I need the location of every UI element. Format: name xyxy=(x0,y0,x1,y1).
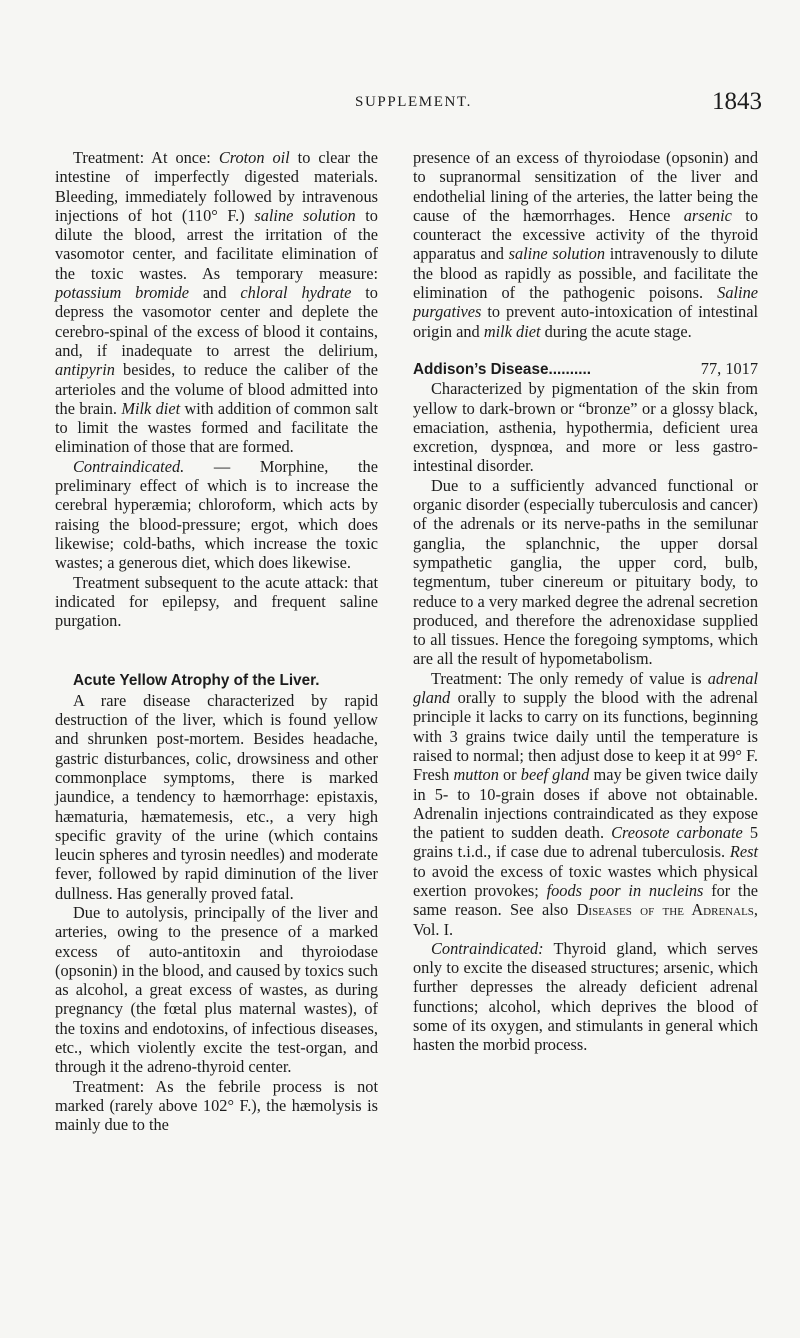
leader-dots: .......... xyxy=(548,360,591,378)
paragraph-subsequent-treatment: Treatment subsequent to the acute attack: that indicated for epilepsy, and frequent saline purgation. xyxy=(55,572,378,631)
paragraph-characterized: Characterized by pigmentation of the skin from yellow to dark-brown or “bronze” or a glossy black, emaciation, asthenia, hypothermia, deficient urea excretion, dyspnœa, and more or less gastro-intestinal disorder. xyxy=(413,379,758,476)
page-references: 77, 1017 xyxy=(700,358,758,378)
paragraph-croton-oil-treatment: Treatment: At once: Croton oil to clear the intestine of imperfectly digested materials. Bleeding, immediately followed by intravenous injections of hot (110° F.) saline solution to dilute the blood, arrest the irritation of the vasomotor center, and facilitate elimination of the toxic wastes. As temporary measure: potassium bromide and chloral hydrate to depress the vasomotor center and deplete the cerebro-spinal of the excess of blood it contains, and, if inadequate to arrest the delirium, antipyrin besides, to reduce the caliber of the arterioles and the volume of blood admitted into the brain. Milk diet with addition of common salt to limit the wastes formed and facilitate the elimination of those that are formed. xyxy=(55,148,379,457)
page-number: 1843 xyxy=(712,88,762,115)
paragraph-autolysis: Due to autolysis, principally of the liver and arteries, owing to the presence of a marked excess of auto-antitoxin and thyroiodase (opsonin) in the blood, and caused by toxics such as alcohol, a great excess of wastes, as during pregnancy (the fœtal plus maternal wastes), of the toxins and endotoxins, of infectious diseases, etc., which violently excite the test-organ, and through it the adreno-thyroid center. xyxy=(55,902,378,1077)
left-column xyxy=(55,148,378,1135)
paragraph-description: A rare disease characterized by rapid destruction of the liver, which is found yellow and shrunken post-mortem. Besides headache, gastric disturbances, colic, drowsiness and other commonplace symptoms, there is marked jaundice, a tendency to hæmorrhage: epistaxis, hæmaturia, hæmatemesis, etc., a very high specific gravity of the urine (which contains leucin spheres and tyrosin needles) and moderate fever, followed by rapid diminution of the liver dullness. Has generally proved fatal. xyxy=(55,690,378,903)
section-heading-acute-yellow-atrophy: Acute Yellow Atrophy of the Liver. xyxy=(73,672,320,690)
paragraph-due-to: Due to a sufficiently advanced functional or organic disorder (especially tuberculosis and cancer) of the adrenals or its nerve-paths in the semilunar ganglia, the splanchnic, the upper dorsal sympathetic ganglia, the upper cord, bulb, tegmentum, tuber cinereum or pituitary body, to reduce to a very marked degree the adrenal secretion produced, and therefore the adrenoxidase supplied to all tissues. Hence the foregoing symptoms, which are all the result of hypometabolism. xyxy=(413,475,758,669)
paragraph-continuation: presence of an excess of thyroiodase (opsonin) and to supranormal sensitization of the liver and endothelial lining of the arteries, the latter being the cause of the hæmorrhages. Hence arsenic to counteract the excessive activity of the thyroid apparatus and saline solution intravenously to dilute the blood as rapidly as possible, and facilitate the elimination of the pathogenic poisons. Saline purgatives to prevent auto-intoxication of intestinal origin and milk diet during the acute stage. xyxy=(413,148,758,341)
section-heading-addisons-disease xyxy=(413,359,758,379)
running-head: SUPPLEMENT. xyxy=(355,94,472,110)
paragraph-contraindicated: Contraindicated. — Morphine, the preliminary effect of which is to increase the cerebral hyperæmia; chloroform, which acts by raising the blood-pressure; ergot, which does likewise; cold-baths, which increase the toxic wastes; a generous diet, which does likewise. xyxy=(55,456,378,573)
cross-reference: Diseases of the Adrenals xyxy=(576,900,754,920)
paragraph-treatment-adrenal: Treatment: The only remedy of value is adrenal gland orally to supply the blood with the adrenal principle it lacks to carry on its functions, beginning with 3 grains twice daily until the temperature is raised to normal; then adjust dose to keep it at 99° F. Fresh mutton or beef gland may be given twice daily in 5- to 10-grain doses if above not obtainable. Adrenalin injections contraindicated as they expose the patient to sudden death. Creosote carbonate 5 grains t.i.d., if case due to adrenal tuberculosis. Rest to avoid the excess of toxic wastes which physical exertion provokes; foods poor in nucleins for the same reason. See also Diseases of the Adrenals, Vol. I. xyxy=(413,668,758,939)
paragraph-treatment-febrile: Treatment: As the febrile process is not marked (rarely above 102° F.), the hæmolysis is mainly due to the xyxy=(55,1076,378,1135)
page-header xyxy=(40,88,762,132)
heading-title: Addison’s Disease xyxy=(413,360,549,378)
right-column xyxy=(413,148,758,1055)
paragraph-contraindicated-addison: Contraindicated: Thyroid gland, which serves only to excite the diseased structures; arsenic, which further depresses the already deficient adrenal functions; alcohol, which deprives the blood of some of its oxygen, and stimulants in general which hasten the morbid process. xyxy=(413,938,758,1055)
